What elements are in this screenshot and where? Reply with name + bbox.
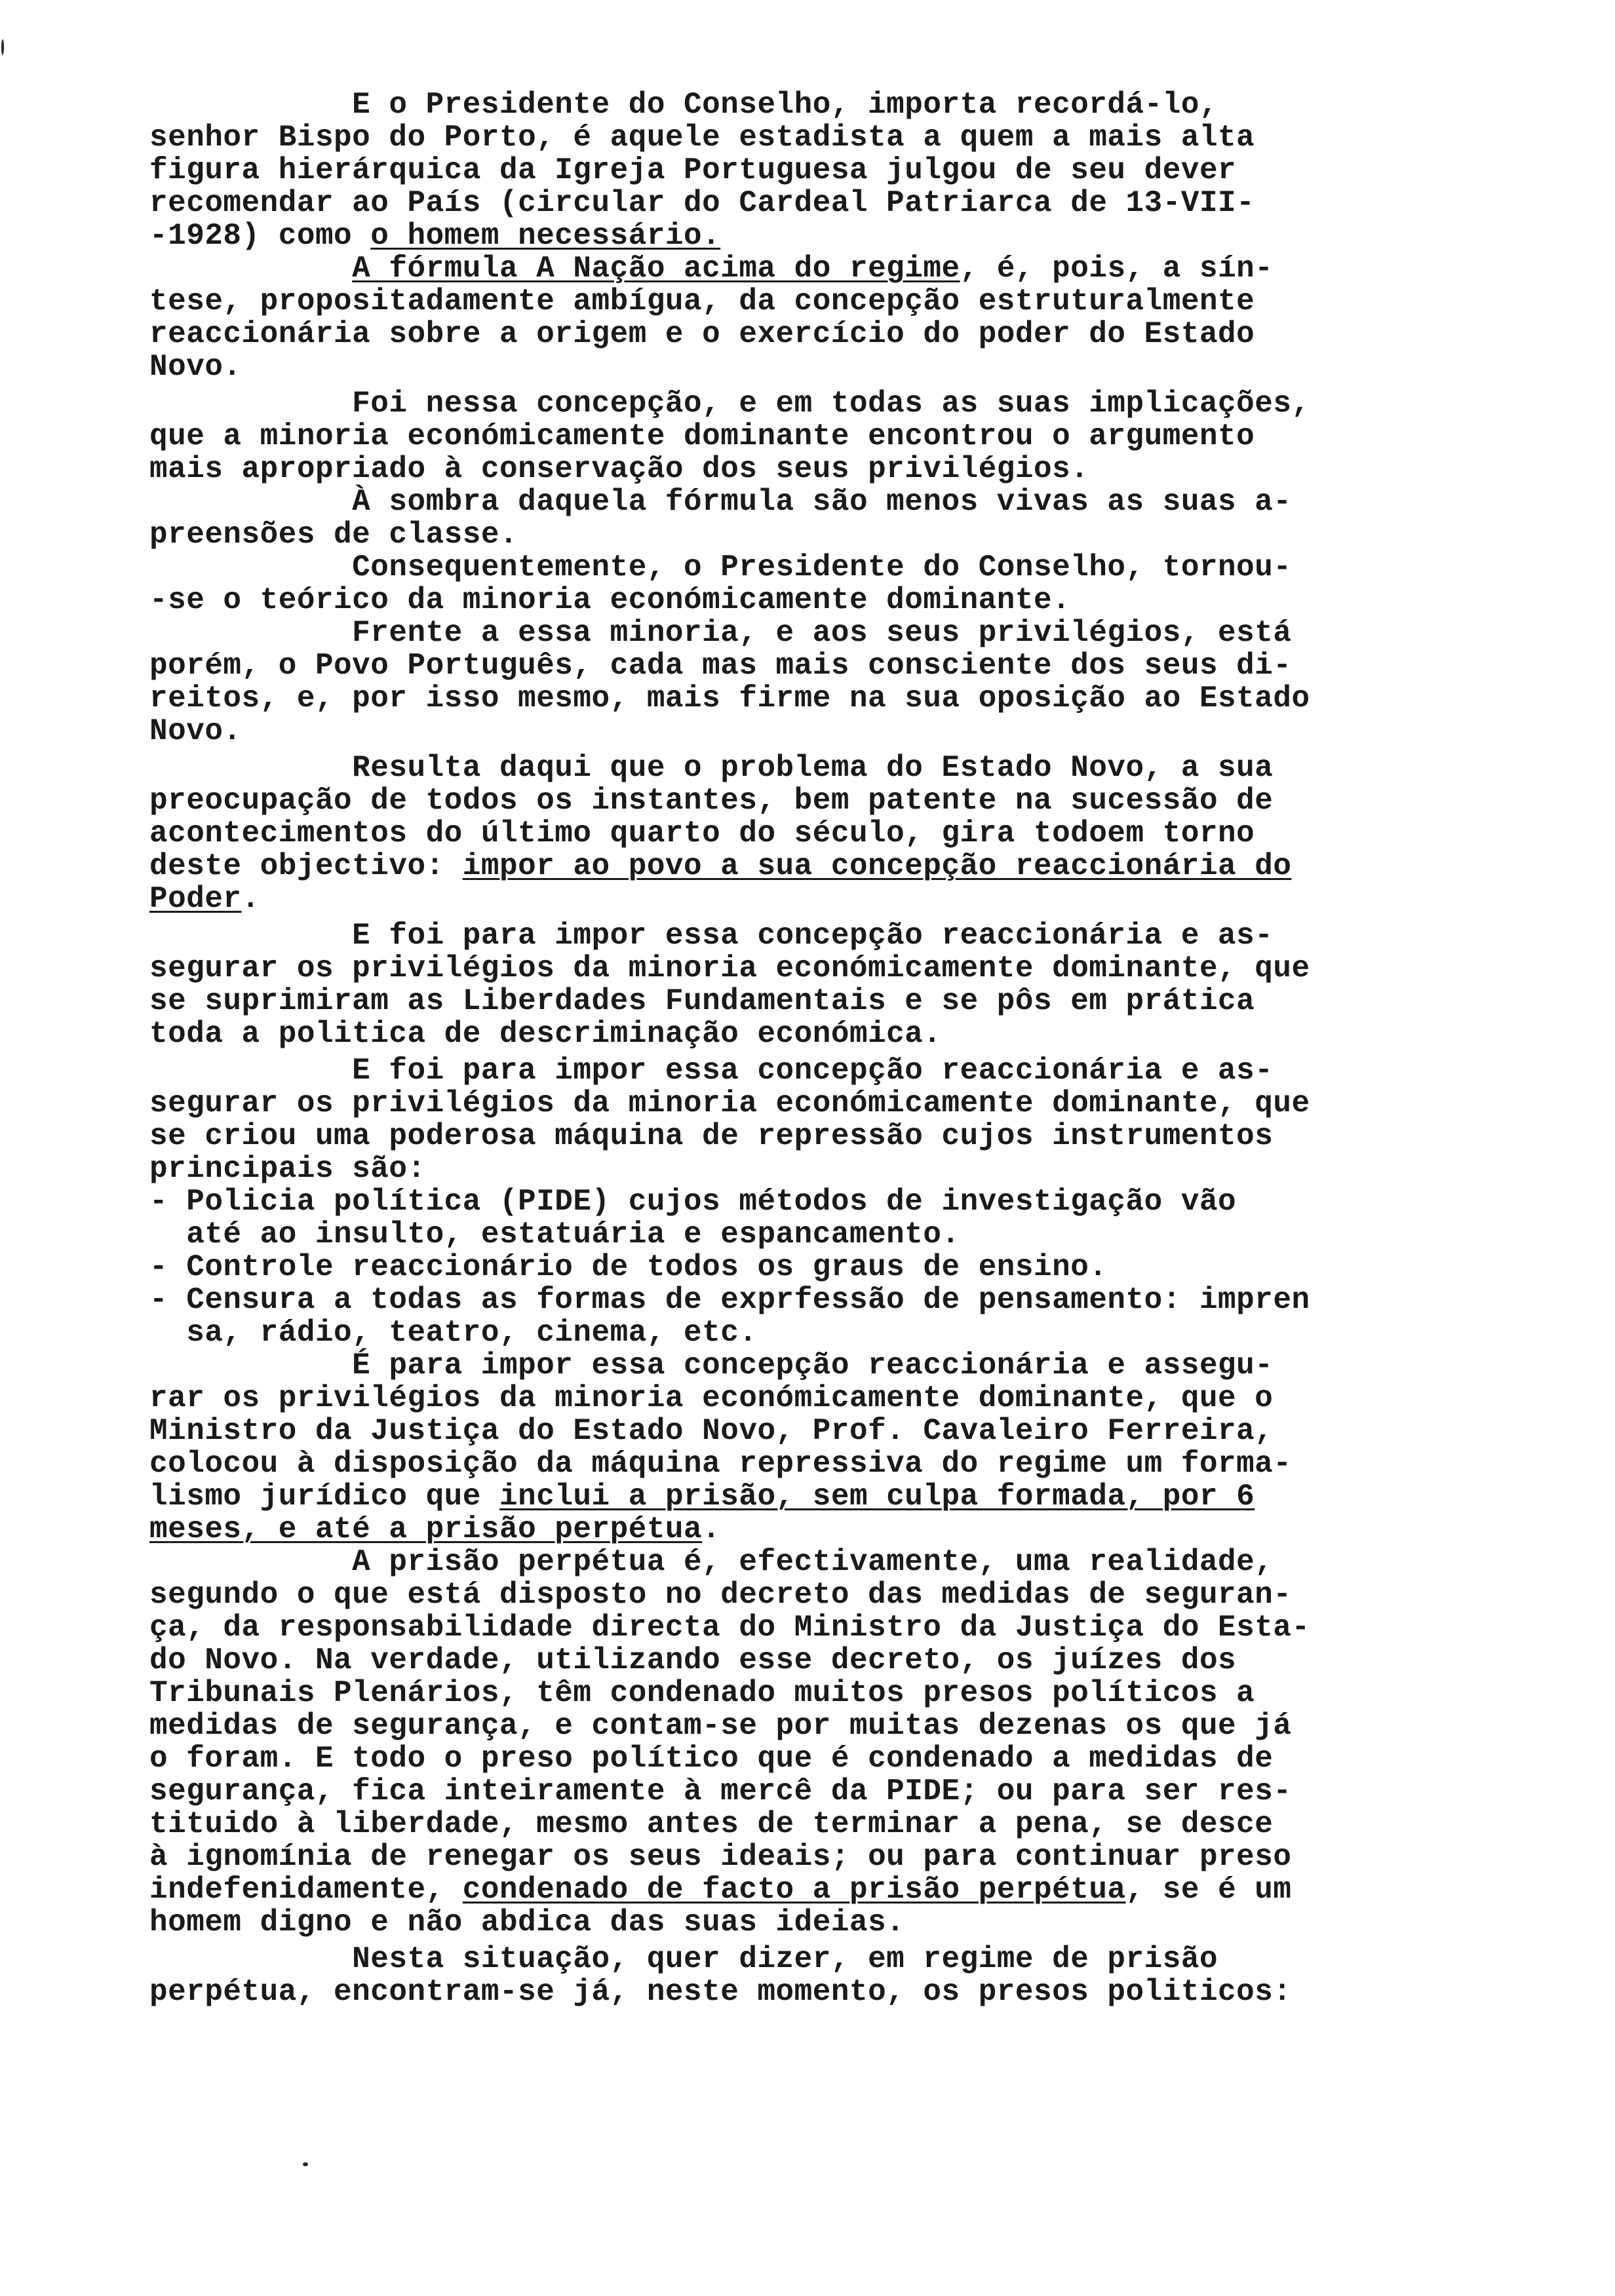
list-item: - Controle reaccionário de todos os graus de ensino. bbox=[149, 1250, 1108, 1284]
text-line: reaccionária sobre a origem e o exercício do poder do Estado bbox=[149, 317, 1255, 351]
text-line: Consequentemente, o Presidente do Conselho, tornou- bbox=[149, 550, 1292, 584]
text-line: E foi para impor essa concepção reaccionária e as- bbox=[149, 919, 1274, 953]
text-line: reitos, e, por isso mesmo, mais firme na sua oposição ao Estado bbox=[149, 681, 1310, 716]
underlined-phrase: inclui a prisão, sem culpa formada, por 6 bbox=[499, 1480, 1255, 1514]
text-line: se criou uma poderosa máquina de repressão cujos instrumentos bbox=[149, 1119, 1274, 1153]
text-line: à ignomínia de renegar os seus ideais; ou para continuar preso bbox=[149, 1840, 1292, 1874]
text-line: -1928) como o homem necessário. bbox=[149, 219, 721, 253]
text-line: lismo jurídico que inclui a prisão, sem culpa formada, por 6 bbox=[149, 1480, 1255, 1514]
text-line: E foi para impor essa concepção reaccionária e as- bbox=[149, 1054, 1274, 1088]
text-line: A fórmula A Nação acima do regime, é, pois, a sín- bbox=[352, 252, 1274, 286]
underlined-phrase: condenado de facto a prisão perpétua bbox=[462, 1873, 1126, 1907]
text-line: Tribunais Plenários, têm condenado muitos presos políticos a bbox=[149, 1676, 1255, 1710]
text-line: ça, da responsabilidade directa do Ministro da Justiça do Esta- bbox=[149, 1611, 1310, 1645]
text-line: segurança, fica inteiramente à mercê da PIDE; ou para ser res- bbox=[149, 1774, 1292, 1808]
text-line: porém, o Povo Português, cada mas mais consciente dos seus di- bbox=[149, 649, 1292, 683]
text-line: segurar os privilégios da minoria económicamente dominante, que bbox=[149, 951, 1310, 985]
text-line: preocupação de todos os instantes, bem patente na sucessão de bbox=[149, 784, 1274, 818]
text-line: deste objectivo: impor ao povo a sua concepção reaccionária do bbox=[149, 849, 1292, 883]
text-line: Resulta daqui que o problema do Estado Novo, a sua bbox=[149, 751, 1274, 785]
text-line: o foram. E todo o preso político que é condenado a medidas de bbox=[149, 1742, 1274, 1776]
text-line: Novo. bbox=[149, 714, 242, 748]
text-line: preensões de classe. bbox=[149, 518, 518, 552]
text-line: principais são: bbox=[149, 1152, 426, 1186]
text-line: É para impor essa concepção reaccionária e assegu- bbox=[149, 1349, 1274, 1383]
text-line: toda a politica de descriminação económica. bbox=[149, 1017, 942, 1051]
list-item-continuation: até ao insulto, estatuária e espancamento. bbox=[149, 1217, 960, 1252]
text-line: perpétua, encontram-se já, neste momento, os presos politicos: bbox=[149, 1975, 1292, 2009]
text-line: medidas de segurança, e contam-se por muitas dezenas os que já bbox=[149, 1709, 1292, 1743]
scan-speck bbox=[303, 2162, 308, 2166]
text-line: segundo o que está disposto no decreto das medidas de seguran- bbox=[149, 1578, 1292, 1612]
text-line: segurar os privilégios da minoria económicamente dominante, que bbox=[149, 1086, 1310, 1120]
underlined-phrase: Poder bbox=[149, 882, 242, 916]
text-line: -se o teórico da minoria económicamente dominante. bbox=[149, 583, 1071, 617]
text-line: indefenidamente, condenado de facto a prisão perpétua, se é um bbox=[149, 1873, 1292, 1907]
text-line: recomendar ao País (circular do Cardeal Patriarca de 13-VII- bbox=[149, 186, 1255, 220]
text-line: tituido à liberdade, mesmo antes de terminar a pena, se desce bbox=[149, 1807, 1274, 1841]
text-line: Ministro da Justiça do Estado Novo, Prof. Cavaleiro Ferreira, bbox=[149, 1414, 1274, 1448]
underlined-phrase: A fórmula A Nação acima do regime bbox=[352, 252, 960, 286]
underlined-phrase: impor ao povo a sua concepção reaccionária do bbox=[462, 849, 1292, 883]
underlined-phrase: o homem necessário. bbox=[370, 219, 721, 253]
list-item-continuation: sa, rádio, teatro, cinema, etc. bbox=[149, 1316, 758, 1350]
text-line: acontecimentos do último quarto do século, gira todoem torno bbox=[149, 816, 1255, 851]
text-line: colocou à disposição da máquina repressiva do regime um forma- bbox=[149, 1447, 1292, 1481]
text-line: rar os privilégios da minoria económicamente dominante, que o bbox=[149, 1381, 1274, 1415]
list-item: - Policia política (PIDE) cujos métodos de investigação vão bbox=[149, 1185, 1237, 1219]
text-line: do Novo. Na verdade, utilizando esse decreto, os juízes dos bbox=[149, 1643, 1237, 1677]
text-line: A prisão perpétua é, efectivamente, uma realidade, bbox=[149, 1545, 1274, 1579]
underlined-phrase: meses, e até a prisão perpétua bbox=[149, 1512, 703, 1546]
list-item: - Censura a todas as formas de exprfessão de pensamento: impren bbox=[149, 1283, 1310, 1317]
text-line: meses, e até a prisão perpétua. bbox=[149, 1512, 721, 1546]
text-line: À sombra daquela fórmula são menos vivas as suas a- bbox=[149, 485, 1292, 519]
text-line: figura hierárquica da Igreja Portuguesa julgou de seu dever bbox=[149, 153, 1237, 187]
text-line: Novo. bbox=[149, 350, 242, 384]
text-line: E o Presidente do Conselho, importa recordá-lo, bbox=[149, 88, 1218, 122]
text-line: que a minoria económicamente dominante encontrou o argumento bbox=[149, 419, 1255, 453]
text-line: senhor Bispo do Porto, é aquele estadista a quem a mais alta bbox=[149, 121, 1255, 155]
text-line: se suprimiram as Liberdades Fundamentais e se pôs em prática bbox=[149, 984, 1255, 1018]
text-line: Poder. bbox=[149, 882, 260, 916]
text-line: tese, propositadamente ambígua, da concepção estruturalmente bbox=[149, 284, 1255, 318]
text-line: Nesta situação, quer dizer, em regime de prisão bbox=[149, 1942, 1218, 1976]
text-line: homem digno e não abdica das suas ideias. bbox=[149, 1905, 905, 1940]
text-line: Foi nessa concepção, e em todas as suas implicações, bbox=[149, 387, 1310, 421]
scan-mark bbox=[1, 39, 4, 55]
text-line: Frente a essa minoria, e aos seus privilégios, está bbox=[149, 616, 1292, 650]
text-line: mais apropriado à conservação dos seus privilégios. bbox=[149, 452, 1089, 486]
